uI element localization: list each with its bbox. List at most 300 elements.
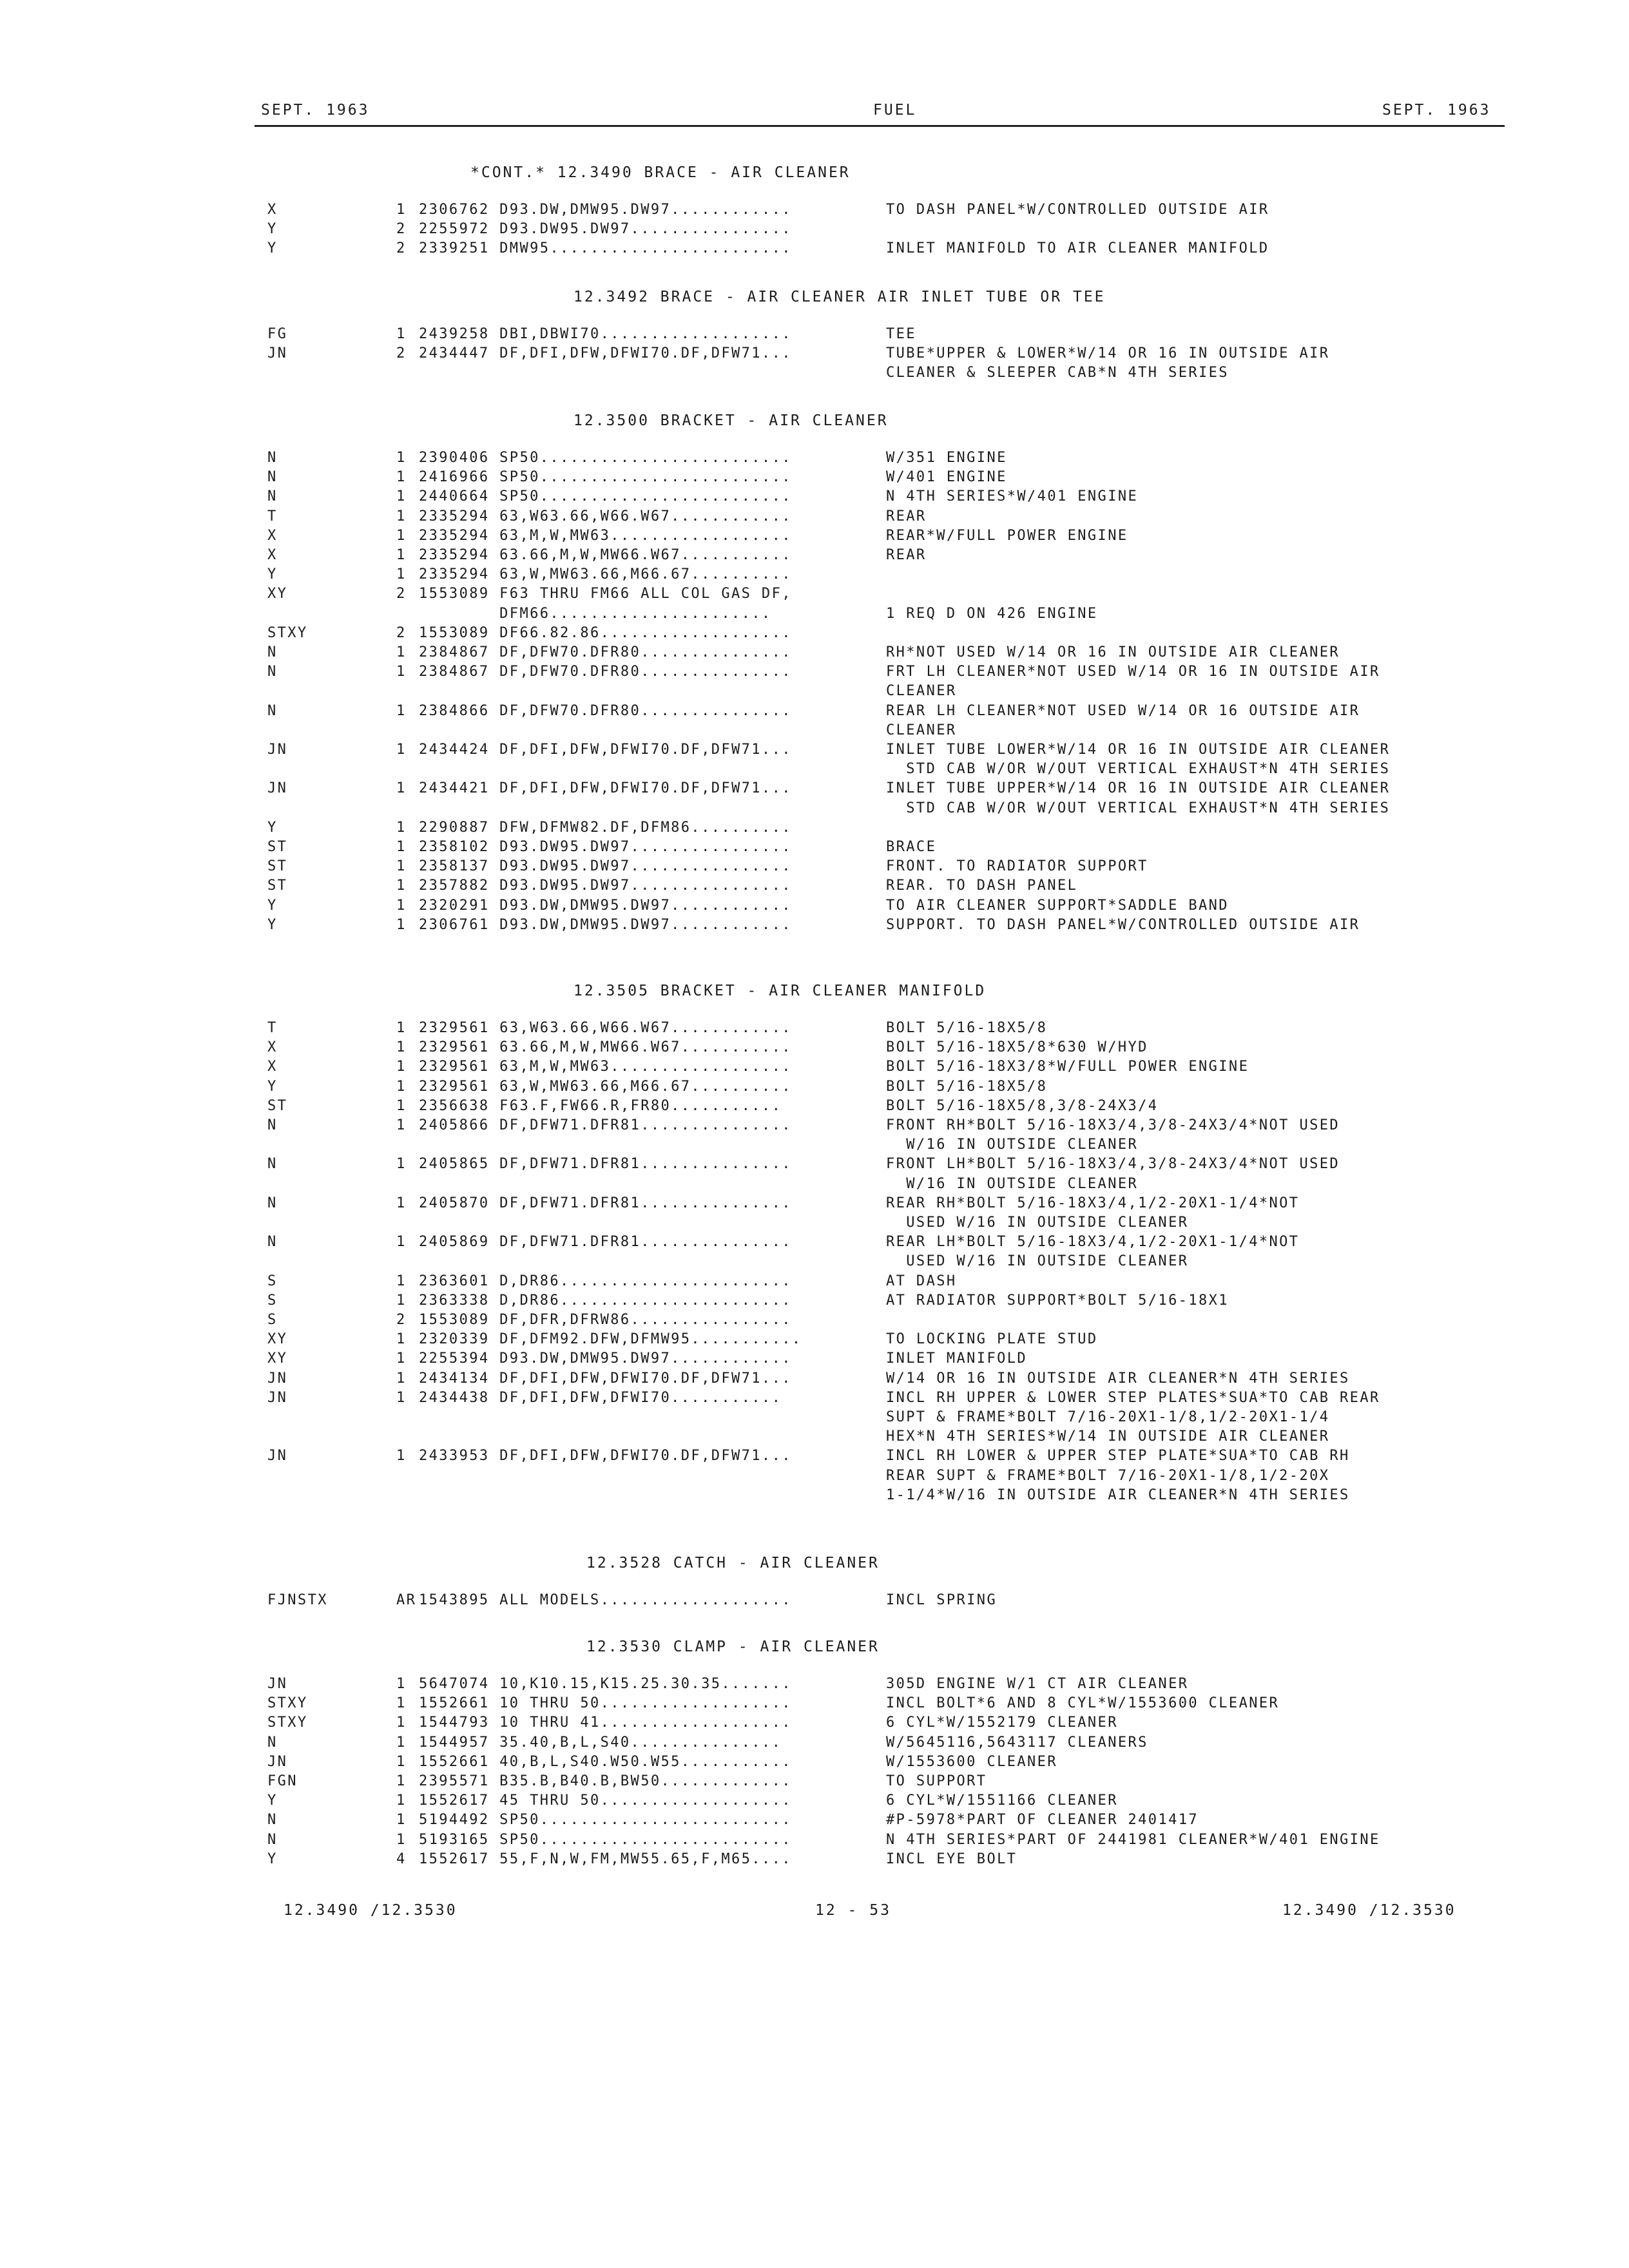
part-description: INLET TUBE LOWER*W/14 OR 16 IN OUTSIDE AIR CLEANER	[886, 742, 1391, 758]
part-number-models: 1553089 F63 THRU FM66 ALL COL GAS DF,	[419, 586, 792, 602]
header-section-title: FUEL	[873, 102, 917, 119]
part-number-models: DFM66......................	[419, 606, 772, 622]
part-description: REAR SUPT & FRAME*BOLT 7/16-20X1-1/8,1/2-20X	[886, 1468, 1330, 1484]
part-row	[0, 1059, 1629, 1078]
part-description: REAR LH CLEANER*NOT USED W/14 OR 16 OUTSIDE AIR	[886, 703, 1360, 719]
part-row	[0, 1079, 1629, 1098]
model-codes: N	[267, 703, 278, 719]
part-number-models: 5194492 SP50.........................	[419, 1812, 792, 1828]
model-codes: JN	[267, 345, 288, 361]
part-number-models: 2320291 D93.DW,DMW95.DW97............	[419, 898, 792, 914]
part-row	[0, 1195, 1629, 1215]
part-number-models: 2390406 SP50.........................	[419, 450, 792, 466]
part-description: CLEANER	[886, 683, 957, 699]
part-description: FRONT. TO RADIATOR SUPPORT	[886, 858, 1148, 874]
section-heading: 12.3492 BRACE - AIR CLEANER AIR INLET TUBE OR TEE	[574, 289, 1106, 305]
part-row	[0, 722, 1629, 742]
part-number-models: 2306761 D93.DW,DMW95.DW97............	[419, 917, 792, 933]
part-number-models: 2335294 63,W63.66,W66.W67............	[419, 508, 792, 524]
quantity: 1	[396, 1754, 407, 1770]
part-description: AT RADIATOR SUPPORT*BOLT 5/16-18X1	[886, 1293, 1229, 1309]
part-row	[0, 683, 1629, 702]
quantity: 1	[396, 1448, 407, 1464]
model-codes: STXY	[267, 1715, 308, 1731]
part-row	[0, 202, 1629, 221]
quantity: 1	[396, 1059, 407, 1075]
part-number-models: 2358102 D93.DW95.DW97................	[419, 839, 792, 855]
part-description: TO LOCKING PLATE STUD	[886, 1331, 1098, 1347]
part-row	[0, 221, 1629, 240]
part-description: BRACE	[886, 839, 937, 855]
part-description: INCL RH LOWER & UPPER STEP PLATE*SUA*TO CAB RH	[886, 1448, 1350, 1464]
model-codes: Y	[267, 221, 278, 237]
part-row	[0, 547, 1629, 566]
part-number-models: 2339251 DMW95........................	[419, 240, 792, 256]
quantity: 1	[396, 1695, 407, 1711]
quantity: 1	[396, 644, 407, 660]
quantity: 1	[396, 450, 407, 466]
part-row	[0, 1039, 1629, 1059]
part-number-models: 2434438 DF,DFI,DFW,DFWI70...........	[419, 1390, 782, 1406]
part-description: INLET TUBE UPPER*W/14 OR 16 IN OUTSIDE AIR CLEANER	[886, 780, 1391, 796]
model-codes: N	[267, 1117, 278, 1133]
part-description: 1-1/4*W/16 IN OUTSIDE AIR CLEANER*N 4TH SERIES	[886, 1487, 1350, 1503]
model-codes: T	[267, 1020, 278, 1036]
part-row	[0, 586, 1629, 605]
part-number-models: 2405870 DF,DFW71.DFR81...............	[419, 1195, 792, 1211]
part-number-models: 2320339 DF,DFM92.DFW,DFMW95...........	[419, 1331, 802, 1347]
model-codes: STXY	[267, 1695, 308, 1711]
part-row	[0, 488, 1629, 508]
quantity: 4	[396, 1851, 407, 1867]
part-row	[0, 1117, 1629, 1137]
part-description: CLEANER	[886, 722, 957, 738]
part-number-models: 2395571 B35.B,B40.B,BW50.............	[419, 1773, 792, 1789]
quantity: 2	[396, 221, 407, 237]
model-codes: JN	[267, 1754, 288, 1770]
part-description: USED W/16 IN OUTSIDE CLEANER	[886, 1253, 1189, 1269]
part-description: BOLT 5/16-18X5/8	[886, 1020, 1048, 1036]
section-heading: 12.3530 CLAMP - AIR CLEANER	[586, 1639, 880, 1655]
quantity: 1	[396, 780, 407, 796]
part-description: REAR*W/FULL POWER ENGINE	[886, 528, 1128, 544]
part-number-models: 2329561 63,W,MW63.66,M66.67..........	[419, 1079, 792, 1095]
section-heading: 12.3500 BRACKET - AIR CLEANER	[574, 412, 889, 429]
part-description: REAR RH*BOLT 5/16-18X3/4,1/2-20X1-1/4*NOT	[886, 1195, 1300, 1211]
quantity: 1	[396, 202, 407, 218]
part-description: REAR	[886, 508, 927, 524]
part-row	[0, 1390, 1629, 1409]
header-date-left: SEPT. 1963	[261, 102, 370, 119]
quantity: 1	[396, 1773, 407, 1789]
quantity: 1	[396, 1331, 407, 1347]
model-codes: Y	[267, 1792, 278, 1809]
part-row	[0, 703, 1629, 722]
part-number-models: 5193165 SP50.........................	[419, 1832, 792, 1848]
quantity: 1	[396, 878, 407, 894]
model-codes: S	[267, 1312, 278, 1328]
footer-page-number: 12 - 53	[815, 1902, 891, 1919]
part-number-models: 1552617 45 THRU 50...................	[419, 1792, 792, 1809]
part-number-models: 2434424 DF,DFI,DFW,DFWI70.DF,DFW71...	[419, 742, 792, 758]
part-number-models: 1553089 DF,DFR,DFRW86................	[419, 1312, 792, 1328]
part-row	[0, 1792, 1629, 1812]
quantity: 1	[396, 1832, 407, 1848]
quantity: 1	[396, 547, 407, 563]
part-row	[0, 1370, 1629, 1390]
quantity: 1	[396, 469, 407, 485]
model-codes: S	[267, 1273, 278, 1289]
part-number-models: 1544957 35.40,B,L,S40...............	[419, 1735, 782, 1751]
model-codes: FJNSTX	[267, 1592, 328, 1608]
part-row	[0, 326, 1629, 345]
part-row	[0, 1234, 1629, 1253]
part-description: INCL SPRING	[886, 1592, 998, 1608]
part-description: CLEANER & SLEEPER CAB*N 4TH SERIES	[886, 365, 1229, 381]
part-row	[0, 1487, 1629, 1506]
model-codes: N	[267, 1812, 278, 1828]
footer-range-right: 12.3490 /12.3530	[1282, 1902, 1456, 1919]
part-description: N 4TH SERIES*PART OF 2441981 CLEANER*W/401 ENGINE	[886, 1832, 1380, 1848]
quantity: 1	[396, 566, 407, 582]
part-row	[0, 1812, 1629, 1831]
part-row	[0, 566, 1629, 586]
part-row	[0, 1695, 1629, 1715]
model-codes: XY	[267, 1331, 288, 1347]
part-row	[0, 1735, 1629, 1754]
part-description: REAR LH*BOLT 5/16-18X3/4,1/2-20X1-1/4*NOT	[886, 1234, 1300, 1250]
part-number-models: 1543895 ALL MODELS...................	[419, 1592, 792, 1608]
footer-range-left: 12.3490 /12.3530	[284, 1902, 458, 1919]
part-description: 305D ENGINE W/1 CT AIR CLEANER	[886, 1676, 1189, 1692]
part-number-models: 2405865 DF,DFW71.DFR81...............	[419, 1156, 792, 1172]
quantity: 1	[396, 703, 407, 719]
quantity: 1	[396, 742, 407, 758]
part-row	[0, 644, 1629, 664]
model-codes: Y	[267, 1079, 278, 1095]
part-number-models: 2363601 D,DR86.......................	[419, 1273, 792, 1289]
quantity: 1	[396, 1079, 407, 1095]
part-number-models: 2384867 DF,DFW70.DFR80...............	[419, 664, 792, 680]
part-number-models: 1552661 10 THRU 50...................	[419, 1695, 792, 1711]
part-row	[0, 469, 1629, 488]
part-description: INCL BOLT*6 AND 8 CYL*W/1553600 CLEANER	[886, 1695, 1280, 1711]
part-description: FRT LH CLEANER*NOT USED W/14 OR 16 IN OUTSIDE AIR	[886, 664, 1380, 680]
model-codes: JN	[267, 1370, 288, 1387]
part-number-models: 2405869 DF,DFW71.DFR81...............	[419, 1234, 792, 1250]
part-number-models: 2306762 D93.DW,DMW95.DW97............	[419, 202, 792, 218]
model-codes: X	[267, 547, 278, 563]
part-row	[0, 1715, 1629, 1734]
part-description: USED W/16 IN OUTSIDE CLEANER	[886, 1215, 1189, 1231]
model-codes: N	[267, 1735, 278, 1751]
quantity: 2	[396, 625, 407, 641]
quantity: 1	[396, 1156, 407, 1172]
part-number-models: 2335294 63.66,M,W,MW66.W67...........	[419, 547, 792, 563]
model-codes: Y	[267, 566, 278, 582]
model-codes: ST	[267, 1098, 288, 1114]
part-number-models: 2329561 63.66,M,W,MW66.W67...........	[419, 1039, 792, 1055]
part-row	[0, 1331, 1629, 1350]
part-number-models: 2329561 63,M,W,MW63..................	[419, 1059, 792, 1075]
header-date-right: SEPT. 1963	[1382, 102, 1491, 119]
part-number-models: 2255972 D93.DW95.DW97................	[419, 221, 792, 237]
model-codes: Y	[267, 820, 278, 836]
part-number-models: 2335294 63,W,MW63.66,M66.67..........	[419, 566, 792, 582]
model-codes: N	[267, 644, 278, 660]
model-codes: ST	[267, 878, 288, 894]
model-codes: FG	[267, 326, 288, 342]
model-codes: N	[267, 469, 278, 485]
quantity: 1	[396, 1039, 407, 1055]
part-row	[0, 1098, 1629, 1117]
section-heading: 12.3505 BRACKET - AIR CLEANER MANIFOLD	[574, 983, 987, 999]
quantity: 1	[396, 528, 407, 544]
model-codes: N	[267, 664, 278, 680]
part-description: 6 CYL*W/1552179 CLEANER	[886, 1715, 1118, 1731]
part-number-models: 1544793 10 THRU 41...................	[419, 1715, 792, 1731]
quantity: 1	[396, 1792, 407, 1809]
quantity: 1	[396, 1234, 407, 1250]
quantity: 1	[396, 1370, 407, 1387]
part-number-models: 1553089 DF66.82.86...................	[419, 625, 792, 641]
part-row	[0, 839, 1629, 858]
part-description: TEE	[886, 326, 916, 342]
part-row	[0, 1676, 1629, 1695]
section-heading: 12.3528 CATCH - AIR CLEANER	[586, 1555, 880, 1571]
quantity: 1	[396, 898, 407, 914]
quantity: 1	[396, 508, 407, 524]
part-description: INCL RH UPPER & LOWER STEP PLATES*SUA*TO CAB REAR	[886, 1390, 1380, 1406]
part-description: FRONT RH*BOLT 5/16-18X3/4,3/8-24X3/4*NOT USED	[886, 1117, 1340, 1133]
part-row	[0, 820, 1629, 839]
part-number-models: 2405866 DF,DFW71.DFR81...............	[419, 1117, 792, 1133]
part-row	[0, 917, 1629, 936]
part-number-models: 2358137 D93.DW95.DW97................	[419, 858, 792, 874]
model-codes: JN	[267, 1676, 288, 1692]
part-number-models: 1552661 40,B,L,S40.W50.W55...........	[419, 1754, 792, 1770]
part-number-models: 2335294 63,M,W,MW63..................	[419, 528, 792, 544]
model-codes: JN	[267, 1448, 288, 1464]
part-description: TO AIR CLEANER SUPPORT*SADDLE BAND	[886, 898, 1229, 914]
part-row	[0, 742, 1629, 761]
part-row	[0, 606, 1629, 625]
part-row	[0, 1468, 1629, 1487]
part-description: 1 REQ D ON 426 ENGINE	[886, 606, 1098, 622]
quantity: 2	[396, 1312, 407, 1328]
part-description: BOLT 5/16-18X5/8*630 W/HYD	[886, 1039, 1148, 1055]
part-row	[0, 1592, 1629, 1611]
model-codes: XY	[267, 1350, 288, 1367]
part-row	[0, 1215, 1629, 1234]
part-row	[0, 625, 1629, 644]
part-description: HEX*N 4TH SERIES*W/14 IN OUTSIDE AIR CLEANER	[886, 1428, 1330, 1445]
header-rule	[255, 125, 1505, 127]
model-codes: JN	[267, 742, 288, 758]
model-codes: X	[267, 1059, 278, 1075]
model-codes: Y	[267, 917, 278, 933]
part-description: INLET MANIFOLD	[886, 1350, 1028, 1367]
part-description: STD CAB W/OR W/OUT VERTICAL EXHAUST*N 4TH SERIES	[886, 800, 1391, 816]
part-row	[0, 528, 1629, 547]
quantity: 1	[396, 326, 407, 342]
part-description: INLET MANIFOLD TO AIR CLEANER MANIFOLD	[886, 240, 1269, 256]
part-row	[0, 1350, 1629, 1370]
model-codes: ST	[267, 839, 288, 855]
part-description: N 4TH SERIES*W/401 ENGINE	[886, 488, 1139, 505]
part-description: INCL EYE BOLT	[886, 1851, 1017, 1867]
part-number-models: 2384867 DF,DFW70.DFR80...............	[419, 644, 792, 660]
model-codes: N	[267, 1156, 278, 1172]
part-description: W/1553600 CLEANER	[886, 1754, 1057, 1770]
part-description: 6 CYL*W/1551166 CLEANER	[886, 1792, 1118, 1809]
part-row	[0, 1176, 1629, 1195]
quantity: 1	[396, 1812, 407, 1828]
part-number-models: 2384866 DF,DFW70.DFR80...............	[419, 703, 792, 719]
quantity: 1	[396, 1293, 407, 1309]
part-description: RH*NOT USED W/14 OR 16 IN OUTSIDE AIR CLEANER	[886, 644, 1340, 660]
model-codes: ST	[267, 858, 288, 874]
quantity: 1	[396, 1715, 407, 1731]
part-description: TUBE*UPPER & LOWER*W/14 OR 16 IN OUTSIDE AIR	[886, 345, 1330, 361]
quantity: 1	[396, 1735, 407, 1751]
part-number-models: 2255394 D93.DW,DMW95.DW97............	[419, 1350, 792, 1367]
model-codes: X	[267, 202, 278, 218]
quantity: 2	[396, 345, 407, 361]
part-row	[0, 345, 1629, 365]
quantity: 1	[396, 1020, 407, 1036]
quantity: 2	[396, 240, 407, 256]
part-number-models: 2357882 D93.DW95.DW97................	[419, 878, 792, 894]
part-number-models: 2439258 DBI,DBWI70...................	[419, 326, 792, 342]
part-row	[0, 1409, 1629, 1428]
quantity: 1	[396, 917, 407, 933]
model-codes: XY	[267, 586, 288, 602]
part-description: AT DASH	[886, 1273, 957, 1289]
model-codes: Y	[267, 240, 278, 256]
part-number-models: 5647074 10,K10.15,K15.25.30.35.......	[419, 1676, 792, 1692]
part-row	[0, 1851, 1629, 1870]
quantity: 1	[396, 488, 407, 505]
part-row	[0, 365, 1629, 384]
part-description: BOLT 5/16-18X5/8	[886, 1079, 1048, 1095]
part-number-models: 2433953 DF,DFI,DFW,DFWI70.DF,DFW71...	[419, 1448, 792, 1464]
part-description: W/16 IN OUTSIDE CLEANER	[886, 1176, 1139, 1192]
model-codes: N	[267, 1832, 278, 1848]
section-heading: *CONT.* 12.3490 BRACE - AIR CLEANER	[470, 164, 851, 181]
quantity: 1	[396, 1273, 407, 1289]
part-row	[0, 780, 1629, 800]
model-codes: N	[267, 1234, 278, 1250]
part-description: #P-5978*PART OF CLEANER 2401417	[886, 1812, 1199, 1828]
part-row	[0, 1428, 1629, 1448]
part-row	[0, 1293, 1629, 1312]
part-number-models: 2440664 SP50.........................	[419, 488, 792, 505]
part-row	[0, 898, 1629, 917]
part-description: W/351 ENGINE	[886, 450, 1007, 466]
part-row	[0, 664, 1629, 683]
part-number-models: 2329561 63,W63.66,W66.W67............	[419, 1020, 792, 1036]
model-codes: N	[267, 488, 278, 505]
quantity: 1	[396, 820, 407, 836]
quantity: 1	[396, 1098, 407, 1114]
model-codes: N	[267, 1195, 278, 1211]
model-codes: JN	[267, 1390, 288, 1406]
part-description: FRONT LH*BOLT 5/16-18X3/4,3/8-24X3/4*NOT USED	[886, 1156, 1340, 1172]
quantity: 1	[396, 1117, 407, 1133]
part-row	[0, 1253, 1629, 1273]
part-row	[0, 1773, 1629, 1792]
part-row	[0, 858, 1629, 878]
part-description: W/14 OR 16 IN OUTSIDE AIR CLEANER*N 4TH SERIES	[886, 1370, 1350, 1387]
model-codes: Y	[267, 1851, 278, 1867]
part-description: BOLT 5/16-18X5/8,3/8-24X3/4	[886, 1098, 1159, 1114]
part-row	[0, 1832, 1629, 1851]
quantity: 1	[396, 1350, 407, 1367]
part-description: SUPT & FRAME*BOLT 7/16-20X1-1/8,1/2-20X1-1/4	[886, 1409, 1330, 1425]
model-codes: STXY	[267, 625, 308, 641]
part-row	[0, 1020, 1629, 1039]
quantity: 1	[396, 1676, 407, 1692]
model-codes: N	[267, 450, 278, 466]
part-row	[0, 508, 1629, 528]
model-codes: Y	[267, 898, 278, 914]
part-number-models: 1552617 55,F,N,W,FM,MW55.65,F,M65....	[419, 1851, 792, 1867]
part-row	[0, 1156, 1629, 1175]
model-codes: T	[267, 508, 278, 524]
part-number-models: 2434134 DF,DFI,DFW,DFWI70.DF,DFW71...	[419, 1370, 792, 1387]
model-codes: X	[267, 1039, 278, 1055]
part-row	[0, 240, 1629, 260]
part-row	[0, 878, 1629, 897]
part-number-models: 2356638 F63.F,FW66.R,FR80...........	[419, 1098, 782, 1114]
part-row	[0, 450, 1629, 469]
part-description: TO DASH PANEL*W/CONTROLLED OUTSIDE AIR	[886, 202, 1269, 218]
part-description: REAR. TO DASH PANEL	[886, 878, 1078, 894]
part-row	[0, 1312, 1629, 1331]
part-description: BOLT 5/16-18X3/8*W/FULL POWER ENGINE	[886, 1059, 1249, 1075]
part-number-models: 2434447 DF,DFI,DFW,DFWI70.DF,DFW71...	[419, 345, 792, 361]
part-number-models: 2434421 DF,DFI,DFW,DFWI70.DF,DFW71...	[419, 780, 792, 796]
model-codes: X	[267, 528, 278, 544]
part-row	[0, 800, 1629, 820]
part-number-models: 2416966 SP50.........................	[419, 469, 792, 485]
quantity: 1	[396, 664, 407, 680]
part-row	[0, 1448, 1629, 1467]
quantity: 2	[396, 586, 407, 602]
quantity: AR	[396, 1592, 417, 1608]
part-description: W/5645116,5643117 CLEANERS	[886, 1735, 1148, 1751]
part-description: REAR	[886, 547, 927, 563]
part-description: TO SUPPORT	[886, 1773, 987, 1789]
model-codes: FGN	[267, 1773, 298, 1789]
part-description: W/16 IN OUTSIDE CLEANER	[886, 1137, 1139, 1153]
part-number-models: 2290887 DFW,DFMW82.DF,DFM86..........	[419, 820, 792, 836]
quantity: 1	[396, 1390, 407, 1406]
part-row	[0, 1137, 1629, 1156]
quantity: 1	[396, 1195, 407, 1211]
part-description: STD CAB W/OR W/OUT VERTICAL EXHAUST*N 4TH SERIES	[886, 761, 1391, 777]
part-description: SUPPORT. TO DASH PANEL*W/CONTROLLED OUTSIDE AIR	[886, 917, 1360, 933]
model-codes: JN	[267, 780, 288, 796]
part-row	[0, 1273, 1629, 1293]
part-row	[0, 761, 1629, 780]
part-number-models: 2363338 D,DR86.......................	[419, 1293, 792, 1309]
part-description: W/401 ENGINE	[886, 469, 1007, 485]
quantity: 1	[396, 858, 407, 874]
part-row	[0, 1754, 1629, 1773]
quantity: 1	[396, 839, 407, 855]
